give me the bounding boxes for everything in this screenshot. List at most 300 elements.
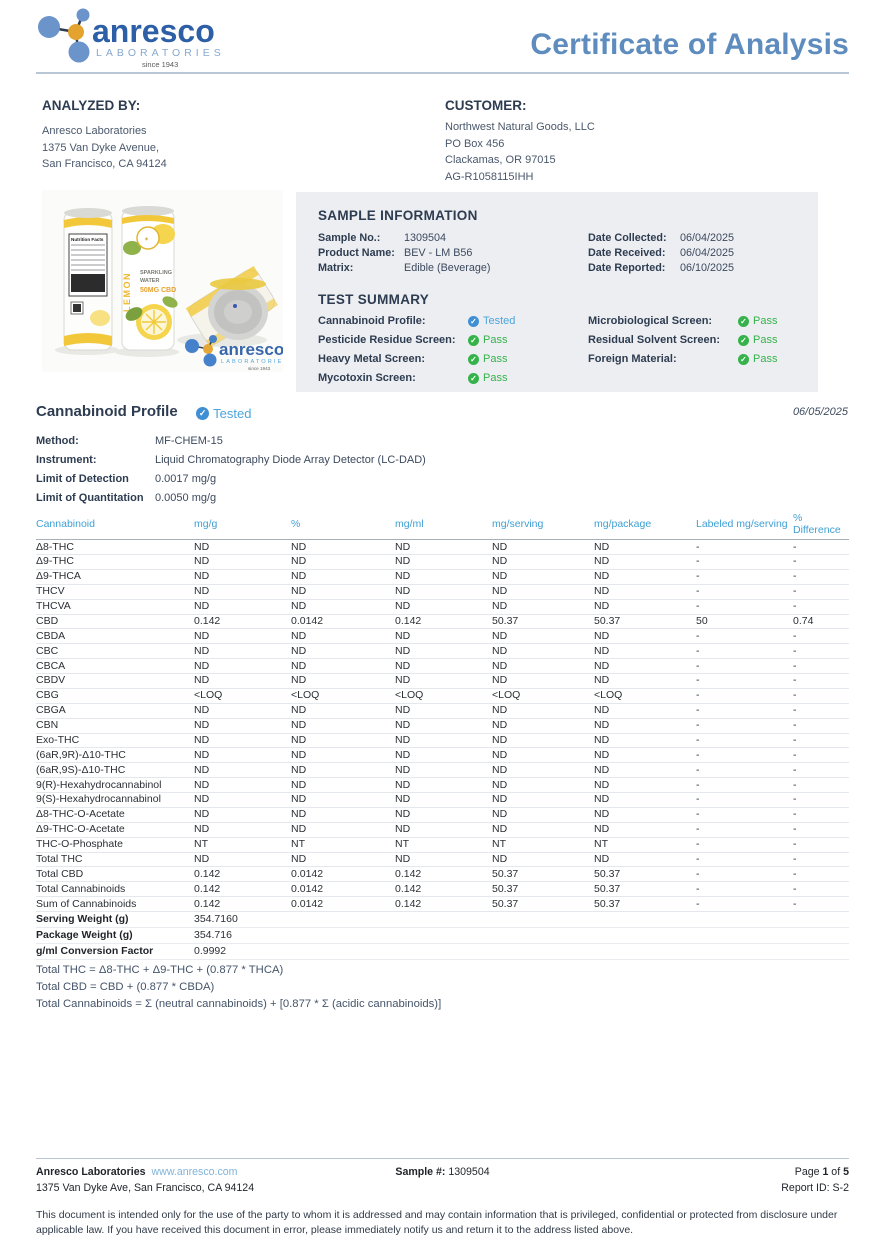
table-row — [36, 540, 849, 555]
analyte-name: 9(R)-Hexahydrocannabinol — [36, 778, 194, 793]
method-row-label: Limit of Detection — [36, 472, 129, 485]
svg-text:Nutrition Facts: Nutrition Facts — [71, 237, 104, 242]
analyte-value: 0.74 — [793, 614, 849, 629]
address-line: San Francisco, CA 94124 — [42, 158, 167, 170]
analyte-value: ND — [194, 748, 291, 763]
analyte-value: - — [793, 599, 849, 614]
test-status: Pass — [753, 334, 778, 347]
anresco-logo — [36, 8, 236, 77]
sample-date-label: Date Reported: — [588, 261, 666, 274]
table-row — [36, 897, 849, 912]
analyte-name: (6aR,9R)-Δ10-THC — [36, 748, 194, 763]
analyte-name: Δ9-THC — [36, 555, 194, 570]
analyte-name: THCV — [36, 584, 194, 599]
analyte-value: ND — [492, 540, 594, 555]
analyte-value: ND — [492, 584, 594, 599]
table-row — [36, 555, 849, 570]
address-line: 1375 Van Dyke Avenue, — [42, 141, 160, 154]
analyte-value: ND — [492, 778, 594, 793]
sample-date-value: 06/10/2025 — [680, 261, 735, 274]
svg-text:since 1943: since 1943 — [248, 366, 271, 371]
analyte-value: - — [793, 584, 849, 599]
analyte-value: - — [696, 674, 793, 689]
analyte-value: - — [696, 897, 793, 912]
analyte-name: Total CBD — [36, 867, 194, 882]
analyte-value: ND — [594, 807, 696, 822]
footer-disclaimer: This document is intended only for the use of the party to whom it is addressed and may contain information that is privileged, confidential or protected from disclosure under applicable law. If you have received this document in error, please immediately notify us and return it to the address listed above. — [36, 1209, 838, 1237]
method-info — [36, 432, 426, 508]
test-summary-item — [588, 331, 777, 350]
analyte-value: NT — [194, 837, 291, 852]
column-header: Cannabinoid — [36, 510, 194, 540]
analyte-value: ND — [594, 733, 696, 748]
column-header: mg/package — [594, 510, 696, 540]
analyte-value: ND — [492, 718, 594, 733]
analyte-value: ND — [492, 822, 594, 837]
analyte-value: - — [793, 807, 849, 822]
analyte-value: ND — [492, 733, 594, 748]
analyte-value: - — [793, 867, 849, 882]
analyte-value: - — [793, 569, 849, 584]
analyte-value: ND — [291, 778, 395, 793]
table-row — [36, 629, 849, 644]
results-table-wrap — [36, 510, 849, 960]
svg-text:SPARKLING: SPARKLING — [140, 270, 172, 276]
sample-date — [588, 246, 734, 261]
formula-line: Total Cannabinoids = Σ (neutral cannabinoids) + [0.877 * Σ (acidic cannabinoids)] — [36, 997, 442, 1010]
column-header: mg/ml — [395, 510, 492, 540]
sample-fields — [318, 231, 798, 276]
weight-row — [36, 944, 849, 960]
test-status: Pass — [483, 372, 508, 385]
table-row — [36, 674, 849, 689]
table-row — [36, 748, 849, 763]
analyzed-by-address — [42, 123, 372, 173]
analyte-value: ND — [194, 778, 291, 793]
weight-value: 354.7160 — [194, 912, 291, 928]
analyte-value: ND — [291, 718, 395, 733]
analyte-value: 50 — [696, 614, 793, 629]
analyte-value: ND — [594, 748, 696, 763]
method-row — [36, 470, 426, 489]
address-line: AG-R1058115IHH — [445, 170, 534, 183]
analyte-value: - — [696, 807, 793, 822]
analyte-value: ND — [291, 703, 395, 718]
method-row — [36, 451, 426, 470]
analyte-value: ND — [594, 555, 696, 570]
analyte-value: 50.37 — [492, 897, 594, 912]
sample-date — [588, 231, 734, 246]
can-front — [122, 206, 179, 350]
analyte-value: ND — [594, 599, 696, 614]
test-name: Residual Solvent Screen: — [588, 334, 721, 347]
sample-info-heading: SAMPLE INFORMATION — [318, 208, 478, 223]
check-badge-icon: ✓ — [468, 335, 479, 346]
footer-address: 1375 Van Dyke Ave, San Francisco, CA 94124 — [36, 1182, 255, 1194]
analyte-value: 50.37 — [594, 867, 696, 882]
analyte-value: - — [793, 718, 849, 733]
analyte-name: CBGA — [36, 703, 194, 718]
analyte-value: ND — [291, 569, 395, 584]
analyte-value: - — [696, 688, 793, 703]
analyte-value: ND — [594, 852, 696, 867]
analyte-value: - — [793, 763, 849, 778]
weight-row — [36, 928, 849, 944]
analyte-value: ND — [395, 599, 492, 614]
table-row — [36, 807, 849, 822]
analyte-value: ND — [194, 674, 291, 689]
analyte-value: ND — [194, 807, 291, 822]
analyte-value: ND — [395, 822, 492, 837]
analyte-value: - — [793, 793, 849, 808]
analyte-value: - — [696, 852, 793, 867]
weight-value: 354.716 — [194, 928, 291, 944]
analyte-value: ND — [194, 584, 291, 599]
analyte-value: ND — [194, 852, 291, 867]
analyte-value: ND — [492, 599, 594, 614]
analyte-value: ND — [194, 763, 291, 778]
analyte-value: ND — [395, 674, 492, 689]
analyte-value: ND — [594, 718, 696, 733]
sample-date-list — [588, 231, 734, 276]
analyte-value: ND — [492, 763, 594, 778]
footer-sample — [36, 1166, 849, 1178]
analyte-value: 50.37 — [594, 897, 696, 912]
formula-line: Total CBD = CBD + (0.877 * CBDA) — [36, 980, 215, 993]
analyte-value: ND — [291, 644, 395, 659]
column-header: % Difference — [793, 510, 849, 540]
method-row-value: MF-CHEM-15 — [155, 435, 223, 447]
svg-text:anresco: anresco — [219, 340, 283, 359]
analyte-value: - — [793, 644, 849, 659]
analyte-value: ND — [492, 674, 594, 689]
analyte-value: - — [793, 703, 849, 718]
analyte-value: ND — [194, 644, 291, 659]
cannabinoid-profile-title: Cannabinoid Profile — [36, 403, 178, 420]
analyte-value: - — [696, 644, 793, 659]
analyte-value: - — [696, 882, 793, 897]
analyte-value: - — [696, 867, 793, 882]
method-row-value: 0.0050 mg/g — [155, 491, 217, 504]
analyte-value: ND — [291, 733, 395, 748]
check-badge-icon: ✓ — [738, 335, 749, 346]
analyte-value: - — [696, 555, 793, 570]
check-badge-icon: ✓ — [738, 316, 749, 327]
check-badge-icon: ✓ — [468, 354, 479, 365]
analyte-name: Δ8-THC — [36, 540, 194, 555]
check-badge-icon: ✓ — [196, 407, 209, 420]
analyte-value: NT — [594, 837, 696, 852]
sample-date-label: Date Collected: — [588, 232, 667, 244]
analyzed-by-block — [42, 98, 372, 173]
analyte-value: ND — [291, 599, 395, 614]
analyte-value: - — [793, 733, 849, 748]
sample-date — [588, 261, 734, 276]
analyte-value: ND — [291, 852, 395, 867]
analyte-value: ND — [594, 569, 696, 584]
test-name: Microbiological Screen: — [588, 315, 713, 328]
analyzed-by-heading: ANALYZED BY: — [42, 98, 141, 113]
analyte-value: <LOQ — [492, 688, 594, 703]
analyte-value: 0.142 — [395, 882, 492, 897]
svg-text:✶: ✶ — [144, 237, 150, 243]
analyte-value: - — [696, 748, 793, 763]
svg-text:LABORATORIES: LABORATORIES — [221, 359, 283, 365]
analyte-name: (6aR,9S)-Δ10-THC — [36, 763, 194, 778]
cannabinoid-profile-header — [36, 403, 848, 425]
customer-block — [445, 98, 825, 185]
header-row — [36, 510, 849, 540]
analyte-value: ND — [594, 659, 696, 674]
test-name: Mycotoxin Screen: — [318, 372, 416, 385]
analyte-value: - — [793, 897, 849, 912]
customer-heading: CUSTOMER: — [445, 98, 527, 113]
analyte-value: - — [793, 659, 849, 674]
can-back — [64, 208, 112, 350]
analyte-value: 0.142 — [194, 897, 291, 912]
formula-line: Total THC = Δ8-THC + Δ9-THC + (0.877 * THCA) — [36, 964, 284, 976]
analyte-value: 50.37 — [492, 867, 594, 882]
test-name: Foreign Material: — [588, 353, 677, 366]
analyte-value: - — [696, 599, 793, 614]
analyte-value: 50.37 — [594, 882, 696, 897]
analyte-value: <LOQ — [594, 688, 696, 703]
analyte-value: ND — [395, 629, 492, 644]
table-row — [36, 778, 849, 793]
sample-field-value: Edible (Beverage) — [404, 261, 491, 274]
analyte-value: 0.142 — [395, 867, 492, 882]
analyte-value: 0.0142 — [291, 614, 395, 629]
test-summary-item — [588, 312, 777, 331]
method-row — [36, 489, 426, 508]
footer-report-id: Report ID: S-2 — [781, 1182, 849, 1194]
header-divider — [36, 72, 849, 74]
analyte-value: NT — [395, 837, 492, 852]
page-title: Certificate of Analysis — [530, 28, 849, 61]
molecule-icon — [36, 8, 236, 72]
test-summary-item — [318, 369, 798, 388]
table-row — [36, 882, 849, 897]
table-row — [36, 584, 849, 599]
analyte-value: - — [793, 674, 849, 689]
analyte-value: ND — [492, 644, 594, 659]
analyte-value: ND — [594, 778, 696, 793]
analyte-value: ND — [492, 793, 594, 808]
table-row — [36, 763, 849, 778]
product-photo — [42, 190, 283, 372]
analyte-value: ND — [492, 555, 594, 570]
analyte-name: CBD — [36, 614, 194, 629]
analyte-name: Δ8-THC-O-Acetate — [36, 807, 194, 822]
analyte-value: ND — [395, 733, 492, 748]
analyte-name: Total THC — [36, 852, 194, 867]
analyte-value: ND — [395, 555, 492, 570]
table-row — [36, 837, 849, 852]
analyte-value: ND — [194, 555, 291, 570]
analyte-value: ND — [395, 807, 492, 822]
analyte-name: CBCA — [36, 659, 194, 674]
formula-notes — [36, 962, 441, 1013]
table-row — [36, 718, 849, 733]
address-line: Anresco Laboratories — [42, 125, 147, 137]
analyte-value: - — [696, 837, 793, 852]
analyte-value: - — [696, 822, 793, 837]
analyte-value: ND — [194, 793, 291, 808]
footer-page-total: 5 — [843, 1166, 849, 1178]
table-row — [36, 703, 849, 718]
analyte-name: Exo-THC — [36, 733, 194, 748]
method-row-label: Instrument: — [36, 453, 97, 466]
analyte-value: 50.37 — [492, 882, 594, 897]
method-row — [36, 432, 426, 451]
analyte-value: ND — [194, 822, 291, 837]
analyte-value: ND — [395, 584, 492, 599]
analyte-value: ND — [594, 674, 696, 689]
analyte-value: ND — [291, 748, 395, 763]
analyte-value: ND — [594, 793, 696, 808]
weight-value: 0.9992 — [194, 944, 291, 960]
analyte-value: ND — [395, 748, 492, 763]
analyte-value: - — [696, 703, 793, 718]
column-header: mg/g — [194, 510, 291, 540]
method-row-value: 0.0017 mg/g — [155, 472, 217, 485]
test-summary-heading: TEST SUMMARY — [318, 291, 430, 307]
method-row-label: Limit of Quantitation — [36, 491, 144, 504]
test-summary — [318, 312, 798, 388]
cannabinoid-results-table — [36, 510, 849, 960]
analyte-value: ND — [194, 703, 291, 718]
results-table-body — [36, 540, 849, 912]
analyte-value: - — [696, 629, 793, 644]
table-row — [36, 733, 849, 748]
column-header: mg/serving — [492, 510, 594, 540]
table-row — [36, 614, 849, 629]
test-status: Pass — [753, 353, 778, 366]
check-badge-icon: ✓ — [738, 354, 749, 365]
test-status: Pass — [483, 334, 508, 347]
analyte-value: 0.142 — [194, 614, 291, 629]
analyte-value: ND — [492, 703, 594, 718]
analyte-value: - — [793, 882, 849, 897]
analyte-name: Total Cannabinoids — [36, 882, 194, 897]
analyte-value: ND — [492, 852, 594, 867]
method-row-value: Liquid Chromatography Diode Array Detector (LC-DAD) — [155, 453, 426, 466]
analyte-value: ND — [395, 763, 492, 778]
table-row — [36, 599, 849, 614]
analyte-value: 0.142 — [194, 867, 291, 882]
sample-field-label: Sample No.: — [318, 232, 381, 244]
analyte-value: - — [793, 748, 849, 763]
analyte-value: 0.0142 — [291, 867, 395, 882]
footer-sample-value: 1309504 — [445, 1166, 490, 1178]
analyte-value: ND — [395, 569, 492, 584]
analyte-value: ND — [291, 555, 395, 570]
analyte-value: 50.37 — [594, 614, 696, 629]
analyte-value: ND — [194, 659, 291, 674]
analyte-name: CBDV — [36, 674, 194, 689]
footer-page-number: 1 — [822, 1166, 829, 1178]
analyte-value: ND — [194, 629, 291, 644]
analyte-value: ND — [395, 644, 492, 659]
analyte-name: THC-O-Phosphate — [36, 837, 194, 852]
sample-field-value: 1309504 — [404, 232, 447, 244]
analyte-value: ND — [395, 703, 492, 718]
analyte-value: - — [793, 629, 849, 644]
analyte-value: ND — [594, 644, 696, 659]
analyte-value: ND — [291, 584, 395, 599]
analyte-value: <LOQ — [194, 688, 291, 703]
sample-field-label: Product Name: — [318, 246, 395, 259]
analyte-value: ND — [492, 659, 594, 674]
customer-address — [445, 119, 825, 185]
analyte-value: NT — [291, 837, 395, 852]
product-cans-image — [42, 190, 283, 372]
footer-right — [781, 1166, 849, 1194]
analyte-value: <LOQ — [395, 688, 492, 703]
analyte-value: ND — [594, 584, 696, 599]
logo-wordmark: anresco — [92, 13, 215, 49]
test-status: Pass — [753, 315, 778, 328]
table-row — [36, 688, 849, 703]
analyte-value: - — [793, 822, 849, 837]
analyte-value: - — [793, 852, 849, 867]
table-row — [36, 822, 849, 837]
analyte-value: ND — [594, 703, 696, 718]
table-row — [36, 569, 849, 584]
analyte-value: ND — [194, 540, 291, 555]
analyte-value: - — [696, 569, 793, 584]
analyte-value: ND — [291, 793, 395, 808]
sample-field-label: Matrix: — [318, 261, 354, 274]
footer-website-link[interactable]: www.anresco.com — [151, 1166, 238, 1178]
sample-date-value: 06/04/2025 — [680, 246, 735, 259]
sample-date-value: 06/04/2025 — [680, 232, 735, 244]
test-summary-right — [588, 312, 777, 369]
test-summary-item — [588, 350, 777, 369]
analyte-value: - — [696, 793, 793, 808]
tested-label: Tested — [213, 406, 252, 421]
results-table-header — [36, 510, 849, 540]
analyte-value: 0.0142 — [291, 897, 395, 912]
analyte-value: ND — [395, 659, 492, 674]
weights-rows — [36, 912, 849, 960]
logo-since: since 1943 — [142, 60, 179, 69]
analyte-value: - — [793, 778, 849, 793]
column-header: Labeled mg/serving — [696, 510, 793, 540]
analyte-value: ND — [395, 778, 492, 793]
footer-company: Anresco Laboratories — [36, 1166, 146, 1178]
analyte-value: ND — [291, 659, 395, 674]
method-row-label: Method: — [36, 435, 79, 447]
analyte-value: - — [793, 540, 849, 555]
table-row — [36, 644, 849, 659]
svg-text:50MG CBD: 50MG CBD — [140, 287, 177, 294]
analyte-name: 9(S)-Hexahydrocannabinol — [36, 793, 194, 808]
logo-sub: LABORATORIES — [96, 47, 225, 59]
analyte-value: ND — [291, 540, 395, 555]
analyte-name: THCVA — [36, 599, 194, 614]
weight-label: Serving Weight (g) — [36, 912, 194, 928]
table-row — [36, 793, 849, 808]
footer-sample-label: Sample #: — [395, 1166, 446, 1178]
analyte-value: <LOQ — [291, 688, 395, 703]
check-badge-icon: ✓ — [468, 373, 479, 384]
analyte-value: - — [696, 540, 793, 555]
analyte-value: ND — [194, 599, 291, 614]
sample-field-value: BEV - LM B56 — [404, 246, 473, 259]
analyte-name: CBN — [36, 718, 194, 733]
analyte-value: ND — [291, 629, 395, 644]
